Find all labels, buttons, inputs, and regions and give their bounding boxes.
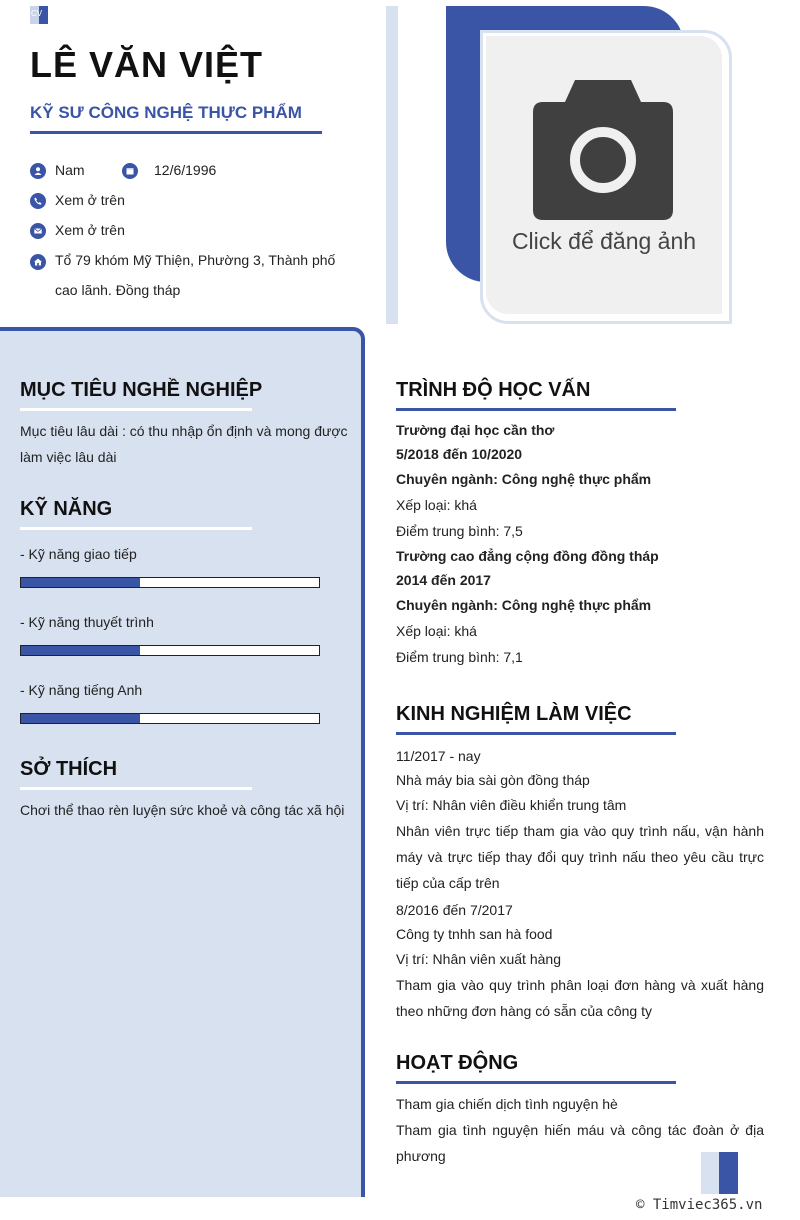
dob-row <box>122 162 216 179</box>
activity-item: Tham gia tình nguyện hiến máu và công tác đoàn ở địa phương <box>396 1122 764 1164</box>
school-name: Trường đại học cần thơ <box>396 422 555 438</box>
objective-heading: MỤC TIÊU NGHỀ NGHIỆP <box>20 379 263 401</box>
hobbies-text: Chơi thể thao rèn luyện sức khoẻ và công tác xã hội <box>20 802 345 818</box>
skill-label: - Kỹ năng tiếng Anh <box>20 682 143 698</box>
footer-credit: © Timviec365.vn <box>636 1197 763 1213</box>
skill-bar-fill <box>21 714 140 723</box>
skill-bar-fill <box>21 646 140 655</box>
company-name: Công ty tnhh san hà food <box>396 926 553 942</box>
objective-line-1: Mục tiêu lâu dài : có thu nhập ổn định và mong được <box>20 423 348 439</box>
address-line-2: cao lãnh. Đồng tháp <box>55 282 181 298</box>
school-name: Trường cao đẳng cộng đồng đồng tháp <box>396 548 659 564</box>
job-position: Vị trí: Nhân viên xuất hàng <box>396 951 561 967</box>
email-row <box>30 222 125 239</box>
company-name: Nhà máy bia sài gòn đồng tháp <box>396 772 590 788</box>
photo-upload[interactable] <box>486 36 722 314</box>
skill-label: - Kỹ năng thuyết trình <box>20 614 154 630</box>
study-period: 5/2018 đến 10/2020 <box>396 446 523 462</box>
decorative-block <box>701 1152 719 1194</box>
upload-photo-label[interactable]: Click để đăng ảnh <box>511 228 697 254</box>
phone-icon <box>30 193 46 209</box>
study-period: 2014 đến 2017 <box>396 572 491 588</box>
activities-heading: HOẠT ĐỘNG <box>396 1052 519 1074</box>
gpa: Điểm trung bình: 7,5 <box>396 523 523 539</box>
envelope-icon <box>30 223 46 239</box>
hobbies-underline <box>20 787 252 790</box>
skill-bar-fill <box>21 578 140 587</box>
skills-heading: KỸ NĂNG <box>20 498 113 520</box>
major: Chuyên ngành: Công nghệ thực phẩm <box>396 597 652 613</box>
skill-bar <box>20 645 320 656</box>
education-underline <box>396 408 676 411</box>
rank: Xếp loại: khá <box>396 623 477 639</box>
job-period: 8/2016 đến 7/2017 <box>396 902 513 918</box>
rank: Xếp loại: khá <box>396 497 477 513</box>
skills-underline <box>20 527 252 530</box>
job-description: Nhân viên trực tiếp tham gia vào quy trình nấu, vận hành máy và trực tiếp thay đổi quy trình nấu theo yêu cầu trực tiếp của cấp trên <box>396 823 764 891</box>
major: Chuyên ngành: Công nghệ thực phẩm <box>396 471 652 487</box>
experience-underline <box>396 732 676 735</box>
phone-row <box>30 192 125 209</box>
title-underline <box>30 131 322 134</box>
decorative-block <box>719 1152 738 1194</box>
skill-label: - Kỹ năng giao tiếp <box>20 546 137 562</box>
experience-heading: KINH NGHIỆM LÀM VIỆC <box>396 703 632 725</box>
address-row <box>30 252 335 305</box>
job-title: KỸ SƯ CÔNG NGHỆ THỰC PHẨM <box>30 103 302 122</box>
phone-value: Xem ở trên <box>55 192 125 208</box>
dob-value: 12/6/1996 <box>154 162 217 178</box>
calendar-icon <box>122 163 138 179</box>
job-description: Tham gia vào quy trình phân loại đơn hàng và xuất hàng theo những đơn hàng có sẵn của công ty <box>396 977 764 1019</box>
objective-line-2: làm việc lâu dài <box>20 449 117 465</box>
camera-icon <box>533 76 673 220</box>
activities-underline <box>396 1081 676 1084</box>
skill-bar <box>20 713 320 724</box>
decorative-bar <box>386 6 398 324</box>
gender-row <box>30 162 85 179</box>
skill-bar <box>20 577 320 588</box>
job-period: 11/2017 - nay <box>396 748 481 764</box>
candidate-name: LÊ VĂN VIỆT <box>30 44 264 85</box>
gender-value: Nam <box>55 162 85 178</box>
gpa: Điểm trung bình: 7,1 <box>396 649 523 665</box>
email-value: Xem ở trên <box>55 222 125 238</box>
home-icon <box>30 254 46 270</box>
job-position: Vị trí: Nhân viên điều khiển trung tâm <box>396 797 627 813</box>
cv-logo: CV <box>30 6 48 24</box>
objective-underline <box>20 408 252 411</box>
user-icon <box>30 163 46 179</box>
activity-item: Tham gia chiến dịch tình nguyện hè <box>396 1096 618 1112</box>
hobbies-heading: SỞ THÍCH <box>20 758 118 780</box>
education-heading: TRÌNH ĐỘ HỌC VẤN <box>396 379 591 401</box>
address-line-1: Tổ 79 khóm Mỹ Thiện, Phường 3, Thành phố <box>55 252 336 268</box>
